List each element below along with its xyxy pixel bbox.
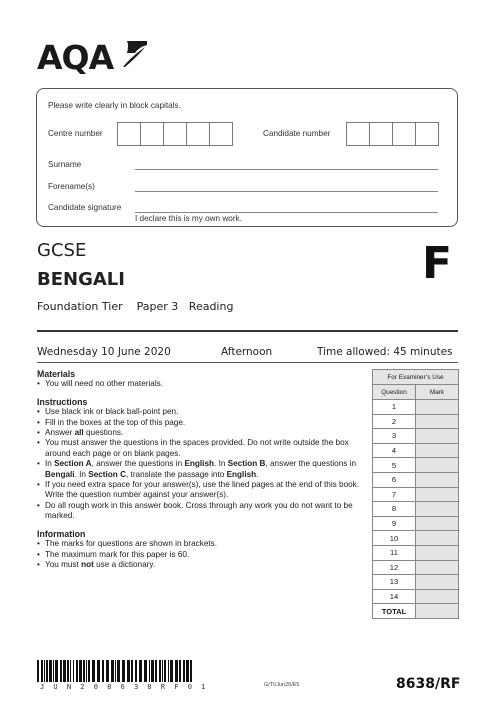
header-rule (37, 330, 458, 332)
mark-cell (416, 487, 459, 502)
time-allowed: Time allowed: 45 minutes (317, 346, 453, 358)
question-number: 4 (373, 443, 416, 458)
bold-term: English (184, 459, 215, 469)
tier-label: Foundation Tier (37, 300, 123, 313)
surname-label: Surname (48, 160, 82, 169)
mark-cell (416, 414, 459, 429)
question-row (373, 516, 459, 531)
question-row (373, 458, 459, 473)
barcode-bar (149, 660, 150, 682)
declaration-text: I declare this is my own work. (135, 214, 242, 223)
barcode-bar (186, 660, 189, 682)
instructions-heading: Instructions (37, 396, 88, 407)
barcode-bar (76, 660, 78, 682)
block-capitals-instruction: Please write clearly in block capitals. (48, 101, 181, 110)
barcode-bar (88, 660, 90, 682)
barcode-bar (135, 660, 137, 682)
question-number: 11 (373, 545, 416, 560)
total-label: TOTAL (373, 604, 416, 619)
question-column-header: Question (373, 385, 416, 400)
information-item: • The marks for questions are shown in brackets. (37, 539, 363, 549)
question-row (373, 560, 459, 575)
question-row (373, 545, 459, 560)
barcode-bar (151, 660, 154, 682)
barcode-bar (131, 660, 133, 682)
logo-text: AQA (37, 38, 114, 77)
information-item: • You must not use a dictionary. (37, 560, 363, 570)
barcode-bar (37, 660, 39, 682)
mark-cell (416, 545, 459, 560)
instruction-item: • Use black ink or black ball-point pen. (37, 407, 363, 417)
barcode-bar (170, 660, 173, 682)
question-row (373, 589, 459, 604)
forenames-label: Forename(s) (48, 182, 95, 191)
materials-heading: Materials (37, 369, 76, 379)
information-heading: Information (37, 528, 86, 539)
mark-cell (416, 575, 459, 590)
candidate-number-boxes[interactable] (347, 122, 439, 146)
bold-term: Section A (54, 459, 92, 469)
tier-letter: F (422, 238, 453, 289)
qualification-title: GCSE (37, 240, 87, 261)
instruction-item: • Do all rough work in this answer book. Cross through any work you do not want to be marked. (37, 501, 363, 522)
barcode-bar (111, 660, 114, 682)
question-number: 5 (373, 458, 416, 473)
instruction-item: • In Section A, answer the questions in English. In Section B, answer the questions in Bengali. In Section C, translate the passage into English. (37, 459, 363, 480)
question-row (373, 502, 459, 517)
question-number: 3 (373, 429, 416, 444)
barcode-bar (162, 660, 163, 682)
mark-cell (416, 443, 459, 458)
component-label: Reading (188, 300, 234, 313)
barcode-bar (44, 660, 45, 682)
signature-label: Candidate signature (48, 203, 122, 212)
question-number: 1 (373, 400, 416, 415)
information-section (37, 529, 363, 571)
exam-session: Afternoon (221, 346, 273, 358)
mark-cell (416, 429, 459, 444)
materials-item: • You will need no other materials. (37, 379, 363, 389)
barcode-bar (97, 660, 100, 682)
barcode-bar (117, 660, 120, 682)
forenames-field[interactable] (135, 191, 438, 192)
barcode-bar (67, 660, 69, 682)
barcode-bar (115, 660, 116, 682)
bold-term: Section C (88, 469, 126, 479)
bold-term: not (81, 559, 94, 569)
question-row (373, 487, 459, 502)
paper-label: Paper 3 (136, 300, 179, 313)
instruction-item: • If you need extra space for your answer(s), use the lined pages at the end of this book. Write the question number against your answer(s). (37, 480, 363, 501)
bold-term: Section B (227, 459, 266, 469)
barcode-bar (55, 660, 58, 682)
barcode-bar (127, 660, 130, 682)
barcode-bar (106, 660, 109, 682)
question-row (373, 531, 459, 546)
question-row (373, 400, 459, 415)
barcode-bar (83, 660, 85, 682)
candidate-details-box (36, 88, 458, 227)
mark-cell (416, 400, 459, 415)
barcode-bar (60, 660, 62, 682)
barcode-bar (175, 660, 178, 682)
question-row (373, 443, 459, 458)
bold-term: Bengali (45, 469, 75, 479)
question-number: 7 (373, 487, 416, 502)
signature-field[interactable] (135, 212, 438, 213)
question-number: 12 (373, 560, 416, 575)
mark-cell (416, 458, 459, 473)
barcode-bar (53, 660, 54, 682)
aqa-logo (37, 38, 149, 78)
question-row (373, 414, 459, 429)
front-page-text (37, 369, 363, 577)
examiner-marks-table (372, 369, 459, 619)
question-number: 8 (373, 502, 416, 517)
barcode-bar (179, 660, 181, 682)
question-row (373, 429, 459, 444)
question-number: 10 (373, 531, 416, 546)
instructions-list (37, 407, 363, 521)
total-row (373, 604, 459, 619)
barcode-bar (46, 660, 48, 682)
mark-cell (416, 560, 459, 575)
mark-cell (416, 472, 459, 487)
mark-cell (416, 502, 459, 517)
paper-details (37, 300, 233, 313)
barcode-bar (102, 660, 104, 682)
candidate-number-label: Candidate number (263, 129, 331, 138)
materials-section (37, 369, 363, 390)
barcode-bar (144, 660, 147, 682)
subject-title: BENGALI (37, 269, 125, 290)
instructions-section (37, 397, 363, 522)
information-item: • The maximum mark for this paper is 60. (37, 550, 363, 560)
barcode-bar (139, 660, 142, 682)
barcode-bar (155, 660, 157, 682)
barcode-bar (41, 660, 43, 682)
barcode-bar (122, 660, 125, 682)
instruction-item: • You must answer the questions in the spaces provided. Do not write outside the box around each page or on blank pages. (37, 438, 363, 459)
job-code: G/TI/Jun20/E5 (264, 682, 300, 688)
barcode-bar (79, 660, 82, 682)
centre-number-boxes[interactable] (118, 122, 233, 146)
paper-reference: 8638/RF (396, 676, 461, 692)
barcode-bar (86, 660, 87, 682)
question-number: 2 (373, 414, 416, 429)
barcode-bar (190, 660, 192, 682)
date-rule (37, 362, 458, 363)
instruction-item: • Answer all questions. (37, 428, 363, 438)
barcode-bar (70, 660, 71, 682)
barcode-bar (49, 660, 52, 682)
question-number: 9 (373, 516, 416, 531)
bold-term: English (226, 469, 257, 479)
question-number: 14 (373, 589, 416, 604)
information-list (37, 539, 363, 570)
question-row (373, 472, 459, 487)
mark-column-header: Mark (416, 385, 459, 400)
barcode-bar (159, 660, 161, 682)
barcode-bar (63, 660, 66, 682)
question-number: 13 (373, 575, 416, 590)
barcode-bar (183, 660, 185, 682)
question-number: 6 (373, 472, 416, 487)
leaf-icon (121, 39, 149, 69)
mark-cell (416, 589, 459, 604)
barcode-bar (92, 660, 95, 682)
barcode-text: J U N 2 0 8 6 3 8 R F 0 1 (40, 683, 208, 691)
centre-number-label: Centre number (48, 129, 103, 138)
barcode-bar (168, 660, 169, 682)
exam-date: Wednesday 10 June 2020 (37, 346, 171, 358)
mark-cell (416, 516, 459, 531)
mark-cell (416, 531, 459, 546)
question-row (373, 575, 459, 590)
barcode (37, 660, 194, 682)
barcode-bar (73, 660, 74, 682)
examiner-table-title: For Examiner’s Use (373, 370, 459, 385)
surname-field[interactable] (135, 169, 438, 170)
bold-term: all (74, 428, 84, 438)
total-mark-cell (416, 604, 459, 619)
instruction-item: • Fill in the boxes at the top of this page. (37, 418, 363, 428)
barcode-bar (164, 660, 166, 682)
